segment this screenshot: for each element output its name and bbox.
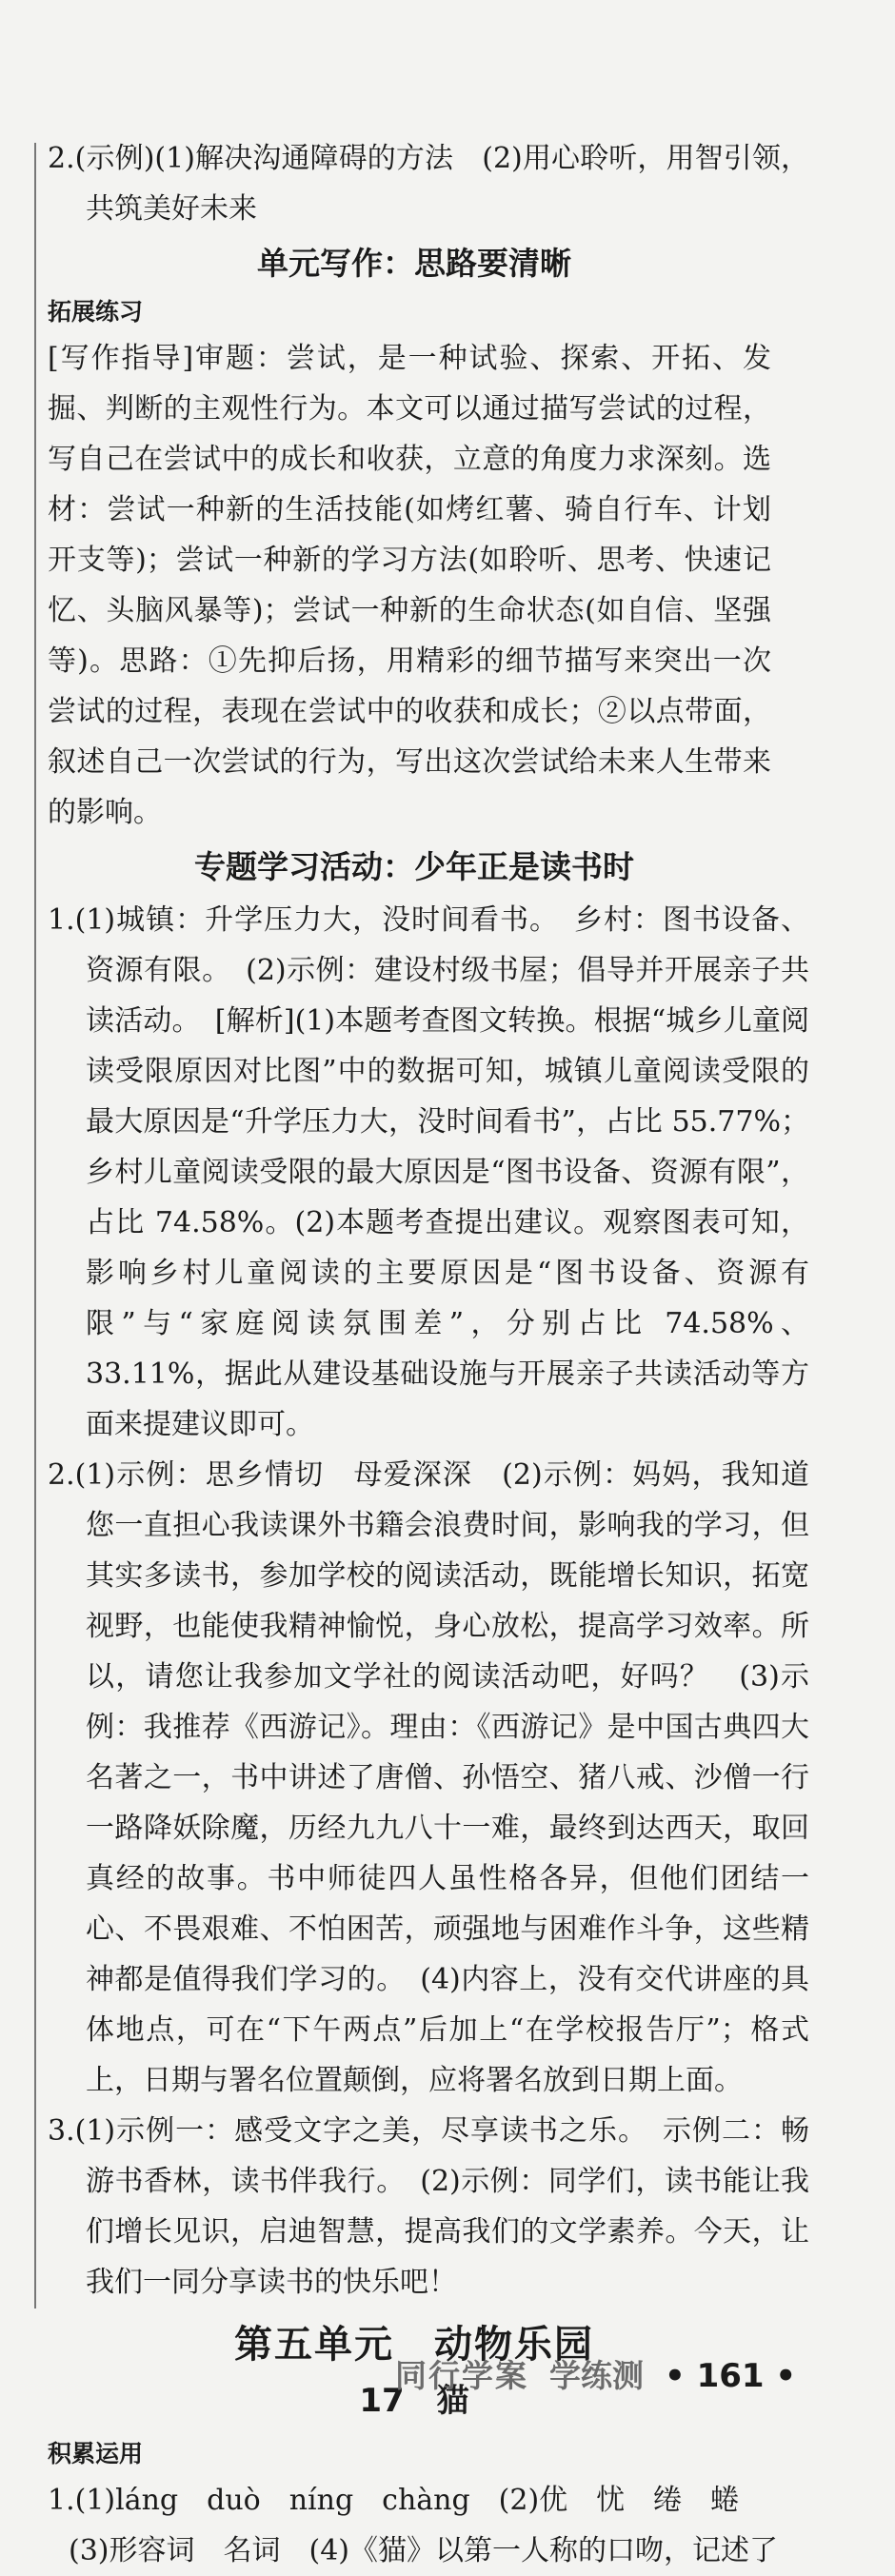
lesson-title: 17 猫 <box>359 2382 469 2420</box>
margin-rule <box>34 143 36 2308</box>
answer-line: 1.(1)láng duò níng chàng (2)优 忧 绻 蜷 <box>48 2484 740 2517</box>
footer-series: 学练测 <box>549 2357 644 2394</box>
section-label: 拓展练习 <box>48 298 144 326</box>
answer-item: 2.(1)示例：思乡情切 母爱深深 (2)示例：妈妈，我知道您一直担心我读课外书籍会浪费时间，影响我的学习，但其实多读书，参加学校的阅读活动，既能增长知识，拓宽视野，也能使我精神愉悦，身心放松，提高学习效率。所以，请您让我参加文学社的阅读活动吧，好吗？ (3)示例：我推荐《西游记》。理由：《西游记》是中国古典四大名著之一，书中讲述了唐僧、孙悟空、猪八戒、沙僧一行一路降妖除魔，历经九九八十一难，最终到达西天，取回真经的故事。书中师徒四人虽性格各异，但他们团结一心、不畏艰难、不怕困苦，顽强地与困难作斗争，这些精神都是值得我们学习的。 (4)内容上，没有交代讲座的具体地点，可在“下午两点”后加上“在学校报告厅”；格式上，日期与署名位置颠倒，应将署名放到日期上面。 <box>48 1458 809 2097</box>
answer-item: 3.(1)示例一：感受文字之美，尽享读书之乐。 示例二：畅游书香林，读书伴我行。 (2)示例：同学们，读书能让我们增长见识，启迪智慧，提高我们的文学素养。今天，让我们一同分享读书的快乐吧！ <box>48 2114 809 2299</box>
writing-guide: [写作指导]审题：尝试，是一种试验、探索、开拓、发掘、判断的主观性行为。本文可以通过描写尝试的过程，写自己在尝试中的成长和收获，立意的角度力求深刻。选材：尝试一种新的生活技能(如烤红薯、骑自行车、计划开支等)；尝试一种新的学习方法(如聆听、思考、快速记忆、头脑风暴等)；尝试一种新的生命状态(如自信、坚强等)。思路：①先抑后扬，用精彩的细节描写来突出一次尝试的过程，表现在尝试中的收获和成长；②以点带面，叙述自己一次尝试的行为，写出这次尝试给未来人生带来的影响。 <box>48 342 771 829</box>
answer-item: 1.(1)城镇：升学压力大，没时间看书。 乡村：图书设备、资源有限。 (2)示例：建设村级书屋；倡导并开展亲子共读活动。 [解析](1)本题考查图文转换。根据“城乡儿童阅读受限原因对比图”中的数据可知，城镇儿童阅读受限的最大原因是“升学压力大，没时间看书”，占比 55.77%；乡村儿童阅读受限的最大原因是“图书设备、资源有限”，占比 74.58%。(2)本题考查提出建议。观察图表可知，影响乡村儿童阅读的主要原因是“图书设备、资源有限”与“家庭阅读氛围差”，分别占比 74.58%、33.11%，据此从建设基础设施与开展亲子共读活动等方面来提建议即可。 <box>48 903 809 1441</box>
page-footer <box>395 2351 796 2396</box>
section-title: 专题学习活动：少年正是读书时 <box>194 848 634 885</box>
section-title: 单元写作：思路要清晰 <box>257 245 571 282</box>
page-number: • 161 • <box>665 2357 797 2395</box>
section-label: 积累运用 <box>48 2440 144 2467</box>
answer-line: (3)形容词 名词 (4)《猫》以第一人称的口吻，记述了 <box>69 2534 778 2567</box>
unit-title: 第五单元 动物乐园 <box>234 2323 594 2367</box>
answer-item: 2.(示例)(1)解决沟通障碍的方法 (2)用心聆听，用智引领，共筑美好未来 <box>48 142 809 226</box>
footer-brand: 同行学案 <box>395 2357 528 2394</box>
